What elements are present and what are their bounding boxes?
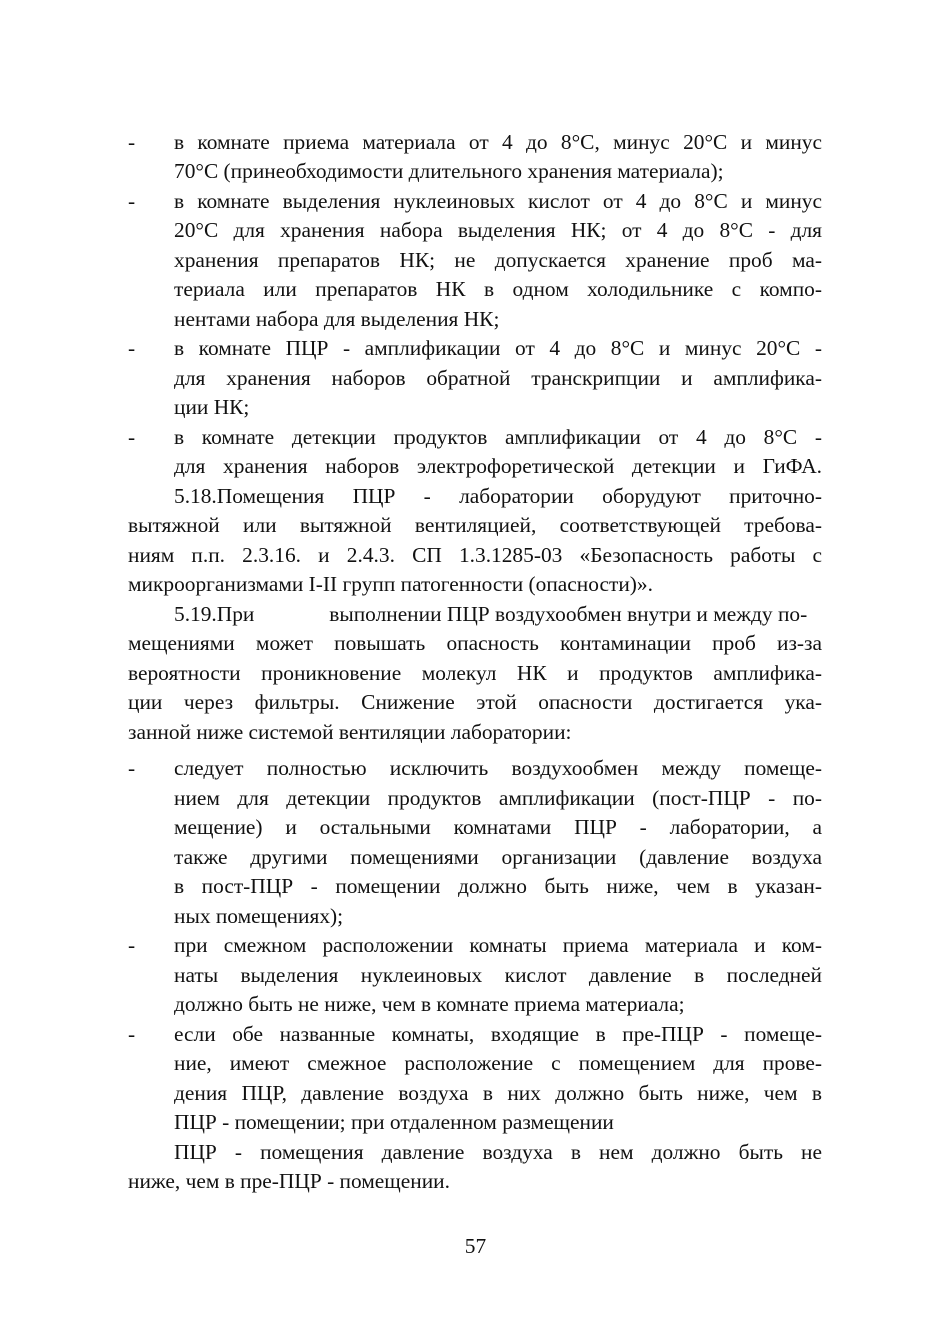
bullet-dash: - xyxy=(128,189,136,213)
text-line: ции через фильтры. Снижение этой опасности достигается ука- xyxy=(128,690,822,714)
text-line: для хранения наборов обратной транскрипции и амплифика- xyxy=(174,366,822,390)
text-line: хранения препаратов НК; не допускается хранение проб ма- xyxy=(174,248,822,272)
text-line: при смежном расположении комнаты приема материала и ком- xyxy=(174,933,822,957)
text-line: мещениями может повышать опасность контаминации проб из-за xyxy=(128,631,822,655)
text-line: в пост-ПЦР - помещении должно быть ниже, чем в указан- xyxy=(174,874,822,898)
text-line: в комнате ПЦР - амплификации от 4 до 8°С и минус 20°С - xyxy=(174,336,822,360)
text-line: в комнате приема материала от 4 до 8°С, минус 20°С и минус xyxy=(174,130,822,154)
text-line: если обе названные комнаты, входящие в пре-ПЦР - помеще- xyxy=(174,1022,822,1046)
text-line: териала или препаратов НК в одном холодильнике с компо- xyxy=(174,277,822,301)
text-line: наты выделения нуклеиновых кислот давление в последней xyxy=(174,963,822,987)
text-line: ниям п.п. 2.3.16. и 2.4.3. СП 1.3.1285-03 «Безопасность работы с xyxy=(128,543,822,567)
bullet-dash: - xyxy=(128,130,136,154)
bullet-dash: - xyxy=(128,756,136,780)
text-line: дения ПЦР, давление воздуха в них должно быть ниже, чем в xyxy=(174,1081,822,1105)
text-line: ние, имеют смежное расположение с помещением для прове- xyxy=(174,1051,822,1075)
text-line: вероятности проникновение молекул НК и продуктов амплифика- xyxy=(128,661,822,685)
paragraph-first-line: 5.18.Помещения ПЦР - лаборатории оборудуют приточно- xyxy=(174,484,822,508)
text-line: вытяжной или вытяжной вентиляцией, соответствующей требова- xyxy=(128,513,822,537)
text-line: ПЦР - помещении; при отдаленном размещении xyxy=(174,1110,614,1134)
text-line: 20°С для хранения набора выделения НК; от 4 до 8°С - для xyxy=(174,218,822,242)
text-line: также другими помещениями организации (давление воздуха xyxy=(174,845,822,869)
bullet-dash: - xyxy=(128,1022,136,1046)
bullet-dash: - xyxy=(128,425,136,449)
text-line: в комнате выделения нуклеиновых кислот от 4 до 8°С и минус xyxy=(174,189,822,213)
text-line: нием для детекции продуктов амплификации (пост-ПЦР - по- xyxy=(174,786,822,810)
text-line: мещение) и остальными комнатами ПЦР - лаборатории, а xyxy=(174,815,822,839)
text-line: в комнате детекции продуктов амплификации от 4 до 8°С - xyxy=(174,425,822,449)
text-line: ных помещениях); xyxy=(174,904,344,928)
bullet-dash: - xyxy=(128,336,136,360)
text-line: микроорганизмами I-II групп патогенности (опасности)». xyxy=(128,572,653,596)
page-number: 57 xyxy=(464,1234,487,1258)
text-line: ции НК; xyxy=(174,395,250,419)
text-line: занной ниже системой вентиляции лаборатории: xyxy=(128,720,572,744)
paragraph-first-line: ПЦР - помещения давление воздуха в нем должно быть не xyxy=(174,1140,822,1164)
paragraph-first-line: 5.19.При выполнении ПЦР воздухообмен внутри и между по- xyxy=(174,602,808,626)
text-line: следует полностью исключить воздухообмен между помеще- xyxy=(174,756,822,780)
bullet-dash: - xyxy=(128,933,136,957)
text-line: нентами набора для выделения НК; xyxy=(174,307,500,331)
text-line: 70°С (принеобходимости длительного хранения материала); xyxy=(174,159,724,183)
text-line: должно быть не ниже, чем в комнате приема материала; xyxy=(174,992,685,1016)
text-line: ниже, чем в пре-ПЦР - помещении. xyxy=(128,1169,450,1193)
text-line: для хранения наборов электрофоретической детекции и ГиФА. xyxy=(174,454,822,478)
